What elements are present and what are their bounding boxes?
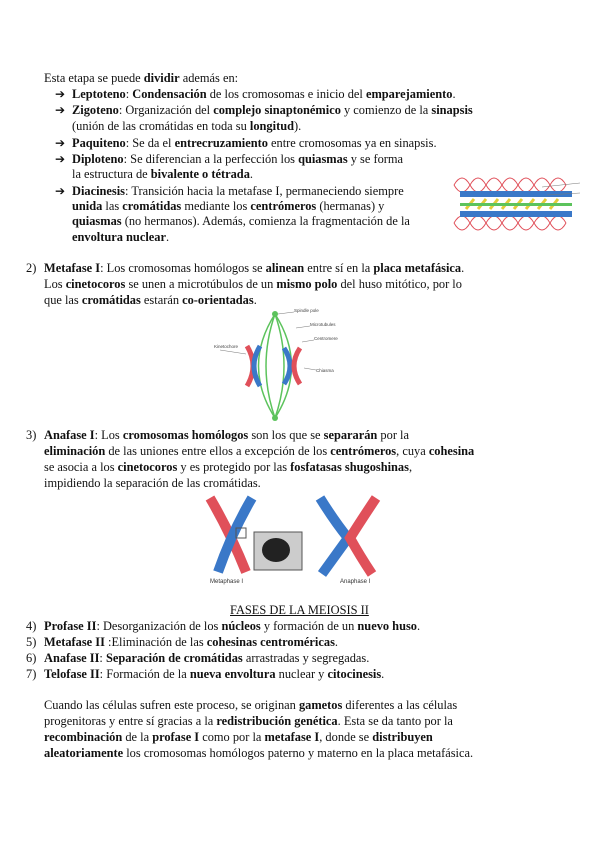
metafase-line-2: Los cinetocoros se unen a microtúbulos de un mismo polo del huso mitótico, por lo [44, 277, 462, 291]
anafase-line-2: eliminación de las uniones entre ellos a excepción de los centrómeros, cuya cohesina [44, 444, 475, 458]
microtubules-label: Microtubules [310, 322, 336, 327]
item-number: 3) [26, 428, 37, 442]
paquiteno-item: Paquiteno: Se da el entrecruzamiento entre cromosomas ya en sinapsis. [72, 136, 437, 150]
metaphase-spindle-figure [212, 306, 362, 424]
diacinesis-item-2: unida las cromátidas mediante los centrómeros (hermanas) y [72, 199, 385, 213]
conclusion-line-4: aleatoriamente los cromosomas homólogos paterno y materno en la placa metafásica. [44, 746, 474, 760]
conclusion-line-1: Cuando las células sufren este proceso, se originan gametos diferentes a las células [44, 698, 458, 712]
intro-text: Esta etapa se puede dividir además en: [44, 71, 239, 85]
anaphase-figure [200, 492, 390, 586]
anaphase-label: Anaphase I [340, 579, 371, 585]
arrow-icon: ➔ [55, 152, 66, 166]
anafase-line-4: impidiendo la separación de las cromátidas. [44, 476, 261, 490]
arrow-icon: ➔ [55, 184, 66, 198]
chiasma-label: Chiasma [316, 368, 334, 373]
meiosis2-heading: FASES DE LA MEIOSIS II [230, 603, 369, 617]
spindle-pole-label: Spindle pole [294, 308, 319, 313]
zigoteno-item-cont: (unión de las cromátidas en toda su longitud). [72, 119, 302, 133]
diploteno-item: Diploteno: Se diferencian a la perfección los quiasmas y se forma [72, 152, 404, 166]
metaphase-label: Metaphase I [210, 579, 244, 585]
synaptonemal-complex-figure [452, 165, 582, 245]
intro-source [0, 0, 1, 1]
item-number: 6) [26, 651, 37, 665]
anafase-line-1: Anafase I: Los cromosomas homólogos son los que se separarán por la [44, 428, 409, 442]
arrow-icon: ➔ [55, 87, 66, 101]
item-number: 5) [26, 635, 37, 649]
kinetochore-label: Kinetochore [214, 344, 239, 349]
leptoteno-item: Leptoteno: Condensación de los cromosomas e inicio del emparejamiento. [72, 87, 456, 101]
diacinesis-item-3: quiasmas (no hermanos). Además, comienza la fragmentación de la [72, 214, 410, 228]
zigoteno-item: Zigoteno: Organización del complejo sinaptonémico y comienzo de la sinapsis [72, 103, 473, 117]
metafase-line-3: que las cromátidas estarán co-orientadas. [44, 293, 257, 307]
conclusion-line-3: recombinación de la profase I como por la metafase I, donde se distribuyen [44, 730, 433, 744]
metafase-line-1: Metafase I: Los cromosomas homólogos se alinean entre sí en la placa metafásica. [44, 261, 465, 275]
diacinesis-item-4: envoltura nuclear. [72, 230, 170, 244]
profase2-item: Profase II: Desorganización de los núcleos y formación de un nuevo huso. [44, 619, 421, 633]
item-number: 7) [26, 667, 37, 681]
arrow-icon: ➔ [55, 103, 66, 117]
item-number: 4) [26, 619, 37, 633]
diploteno-item-cont: la estructura de bivalente o tétrada. [72, 167, 253, 181]
anafase2-item: Anafase II: Separación de cromátidas arrastradas y segregadas. [44, 651, 370, 665]
item-number: 2) [26, 261, 37, 275]
telofase2-item: Telofase II: Formación de la nueva envoltura nuclear y citocinesis. [44, 667, 385, 681]
arrow-icon: ➔ [55, 136, 66, 150]
conclusion-line-2: progenitoras y entre sí gracias a la redistribución genética. Esta se da tanto por la [44, 714, 453, 728]
centromere-label: Centromere [314, 336, 338, 341]
diacinesis-item: Diacinesis: Transición hacia la metafase I, permaneciendo siempre [72, 184, 404, 198]
metafase2-item: Metafase II :Eliminación de las cohesinas centroméricas. [44, 635, 338, 649]
anafase-line-3: se asocia a los cinetocoros y es protegido por las fosfatasas shugoshinas, [44, 460, 413, 474]
